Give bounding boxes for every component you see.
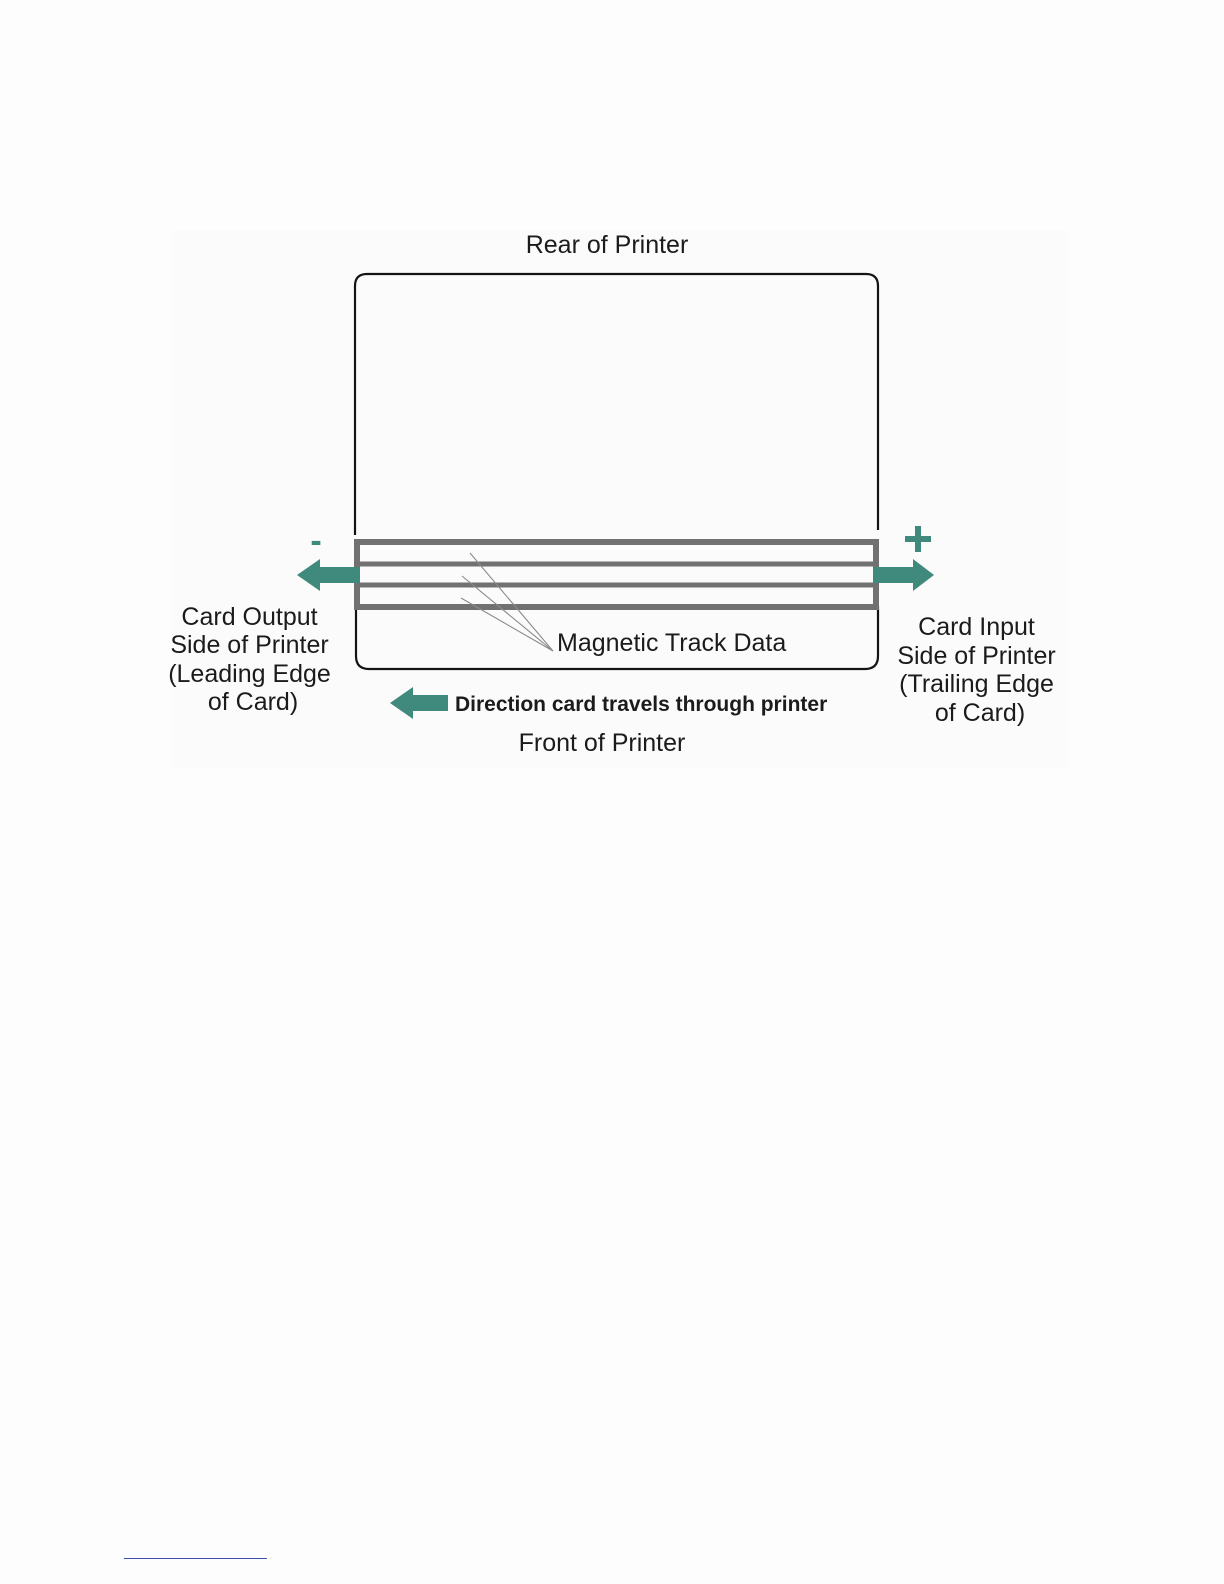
card-output-line-1: Card Output (181, 603, 318, 631)
card-output-line-4: of Card) (207, 688, 299, 716)
direction-label: Direction card travels through printer (455, 693, 828, 716)
front-of-printer-label: Front of Printer (518, 729, 686, 757)
rear-of-printer-label: Rear of Printer (525, 231, 689, 259)
magnetic-track-data-label: Magnetic Track Data (557, 629, 787, 657)
card-input-line-3: (Trailing Edge (899, 670, 1054, 698)
footnote-separator (124, 1558, 267, 1559)
card-input-line-4: of Card) (934, 699, 1026, 727)
card-input-line-1: Card Input (918, 613, 1035, 641)
card-output-line-3: (Leading Edge (168, 660, 331, 688)
card-input-line-2: Side of Printer (897, 642, 1056, 670)
minus-symbol: - (310, 522, 322, 560)
card-output-line-2: Side of Printer (170, 631, 329, 659)
